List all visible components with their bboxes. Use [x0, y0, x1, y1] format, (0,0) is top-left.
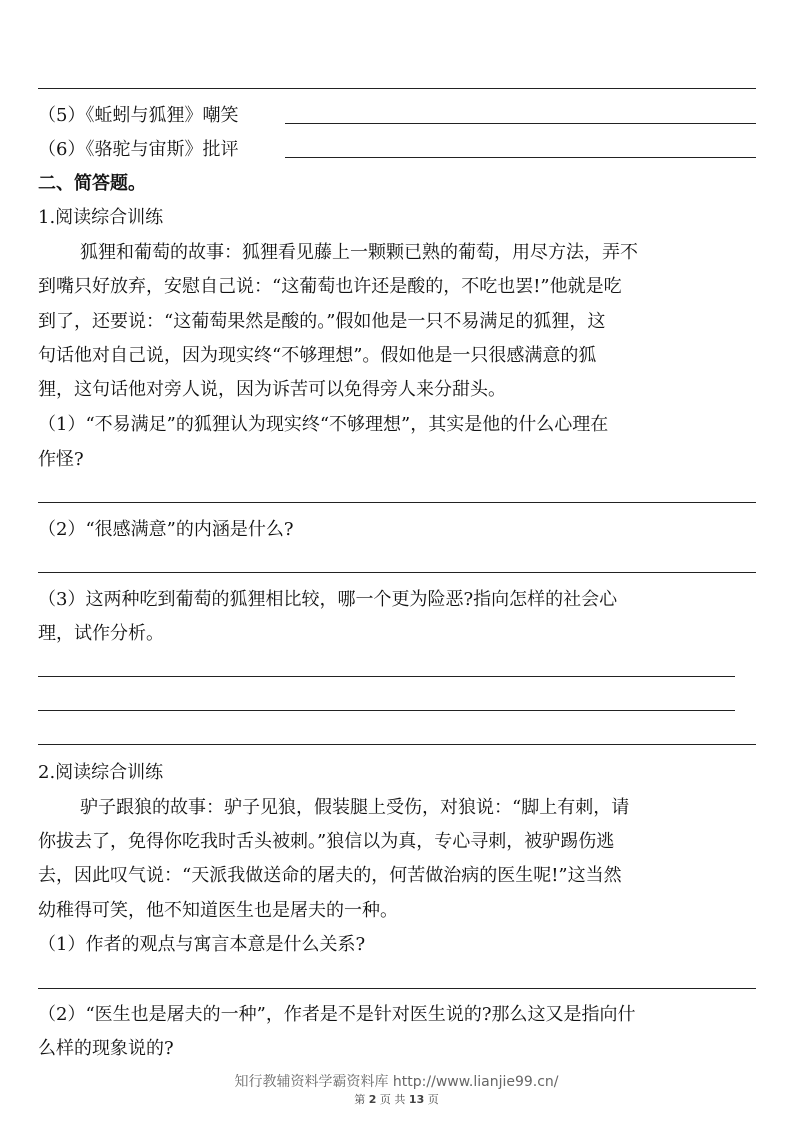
item-6-answer-line: [285, 157, 756, 158]
page-prefix: 第: [354, 1093, 366, 1106]
q2-passage-line: 幼稚得可笑，他不知道医生也是屠夫的一种。: [38, 900, 398, 921]
page-number: [0, 1091, 793, 1107]
q1-passage-line: 狸，这句话他对旁人说，因为诉苦可以免得旁人来分甜头。: [38, 379, 506, 400]
answer-line: [38, 676, 735, 677]
q1-passage-line: 到了，还要说：“这葡萄果然是酸的。”假如他是一只不易满足的狐狸，这: [38, 311, 606, 332]
footer-source: 知行教辅资料学霸资料库 http://www.lianjie99.cn/: [234, 1074, 559, 1090]
answer-line: [38, 744, 756, 745]
answer-line: [38, 88, 756, 89]
q1-passage-line: 句话他对自己说，因为现实终“不够理想”。假如他是一只很感满意的狐: [38, 345, 597, 366]
q1-passage-line: 到嘴只好放弃，安慰自己说：“这葡萄也许还是酸的，不吃也罢!”他就是吃: [38, 276, 622, 297]
q1-passage-line: 狐狸和葡萄的故事：狐狸看见藤上一颗颗已熟的葡萄，用尽方法，弄不: [80, 242, 638, 263]
q2-heading: 2.阅读综合训练: [38, 762, 164, 783]
answer-line: [38, 710, 735, 711]
q2-sub2-text: （2）“医生也是屠夫的一种”，作者是不是针对医生说的?那么这又是指向什: [38, 1004, 636, 1025]
item-6-text: （6）《骆驼与宙斯》批评: [38, 139, 239, 160]
q2-sub2-text: 么样的现象说的?: [38, 1038, 174, 1059]
page-middle: 页 共: [379, 1093, 406, 1106]
item-5-answer-line: [285, 123, 756, 124]
answer-line: [38, 502, 756, 503]
section-2-title: 二、简答题。: [38, 173, 146, 194]
q1-heading: 1.阅读综合训练: [38, 207, 164, 228]
q1-sub1-text: 作怪?: [38, 449, 84, 470]
answer-line: [38, 988, 756, 989]
q2-passage-line: 去，因此叹气说：“天派我做送命的屠夫的，何苦做治病的医生呢!”这当然: [38, 865, 622, 886]
page-suffix: 页: [427, 1093, 439, 1106]
q2-passage-line: 驴子跟狼的故事：驴子见狼，假装腿上受伤，对狼说：“脚上有刺，请: [80, 797, 630, 818]
page-current: 2: [368, 1093, 377, 1106]
q1-sub2-text: （2）“很感满意”的内涵是什么?: [38, 519, 294, 540]
page-total: 13: [408, 1093, 425, 1106]
q2-sub1-text: （1）作者的观点与寓言本意是什么关系?: [38, 934, 366, 955]
q1-sub3-text: 理，试作分析。: [38, 623, 164, 644]
item-5-text: （5）《蚯蚓与狐狸》嘲笑: [38, 105, 239, 126]
q1-sub3-text: （3）这两种吃到葡萄的狐狸相比较，哪一个更为险恶?指向怎样的社会心: [38, 589, 618, 610]
q2-passage-line: 你拔去了，免得你吃我时舌头被刺。”狼信以为真，专心寻刺，被驴踢伤逃: [38, 831, 615, 852]
q1-sub1-text: （1）“不易满足”的狐狸认为现实终“不够理想”，其实是他的什么心理在: [38, 414, 609, 435]
answer-line: [38, 572, 756, 573]
